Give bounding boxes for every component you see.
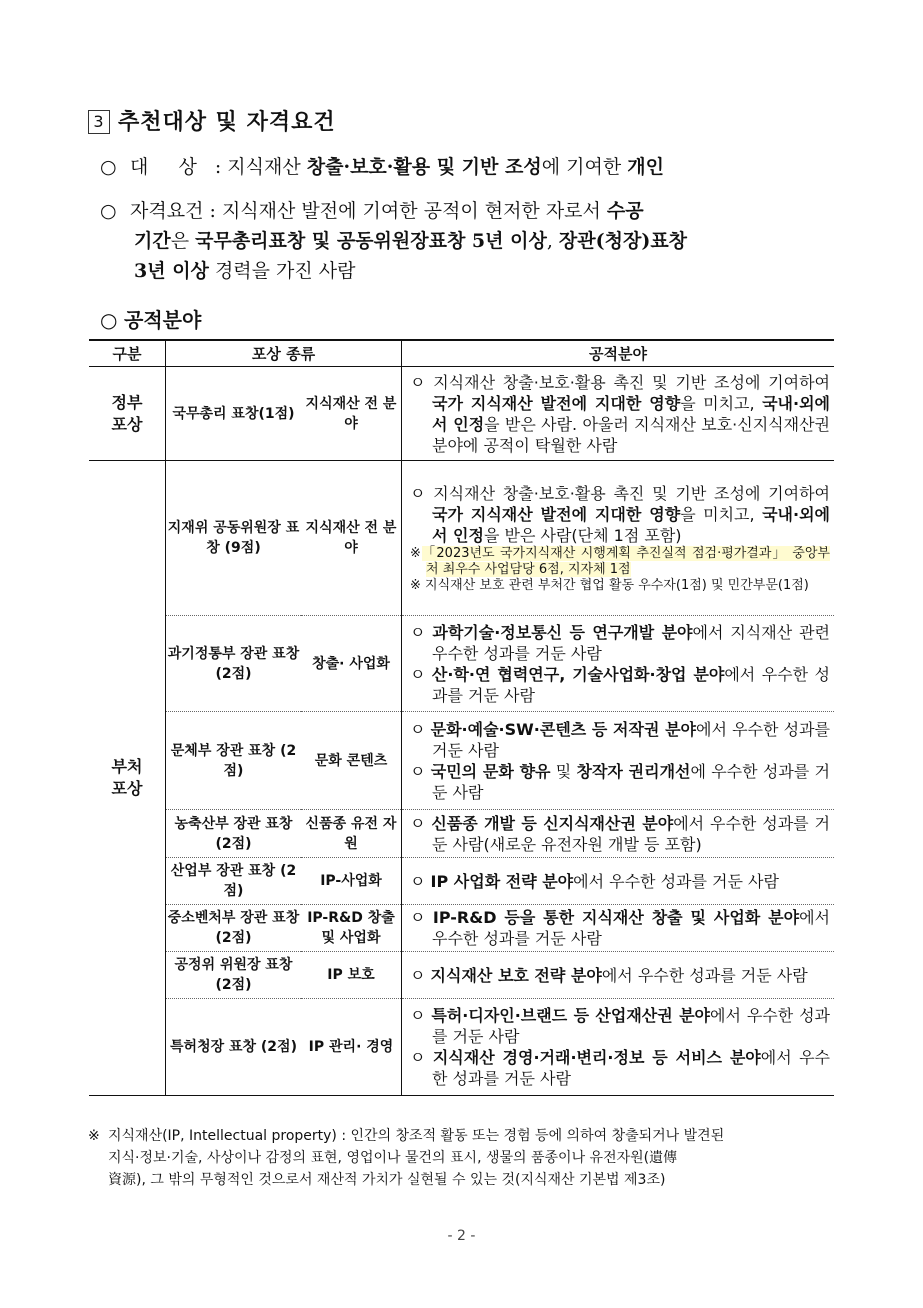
merit-heading: ○ 공적분야 <box>100 308 202 332</box>
awards-table <box>89 339 834 1096</box>
table-row <box>89 999 834 1096</box>
merit-description: ㅇ 과학기술·정보통신 등 연구개발 분야에서 지식재산 관련 우수한 성과를 거둔 사람 ㅇ 산·학·연 협력연구, 기술사업화·창업 분야에서 우수한 성과를 거둔 사람 <box>402 616 835 712</box>
table-row <box>89 952 834 999</box>
section-number-box: 3 <box>88 110 110 134</box>
qualification-label: 자격요건 <box>130 200 204 222</box>
category-gov: 정부 포상 <box>89 367 166 461</box>
table-row <box>89 367 834 461</box>
table-row <box>89 712 834 810</box>
award-field: 지식재산 전 분야 <box>301 367 402 461</box>
merit-description: ㅇ 신품종 개발 등 신지식재산권 분야에서 우수한 성과를 거둔 사람(새로운 유전자원 개발 등 포함) <box>402 810 835 858</box>
merit-description: ㅇ 지식재산 창출·보호·활용 촉진 및 기반 조성에 기여하여 국가 지식재산 발전에 지대한 영향을 미치고, 국내·외에서 인정을 받은 사람(단체 1점 포함) ※「2023년도 국가지식재산 시행계획 추진실적 점검·평가결과」 중앙부처 최우수 사업담당 6점, 지자체 1점 ※ 지식재산 보호 관련 부처간 협업 활동 우수자(1점) 및 민간부문(1점) <box>410 483 830 593</box>
target-label: 대 상 <box>130 156 209 178</box>
header-award-type: 포상 종류 <box>166 340 402 367</box>
award-field: 창출· 사업화 <box>301 616 402 712</box>
award-field: IP 보호 <box>301 952 402 999</box>
award-field: IP-R&D 창출 및 사업화 <box>301 905 402 952</box>
award-name: 산업부 장관 표창 (2점) <box>166 858 302 905</box>
merit-description: ㅇ 지식재산 창출·보호·활용 촉진 및 기반 조성에 기여하여 국가 지식재산 발전에 지대한 영향을 미치고, 국내·외에서 인정을 받은 사람. 아울러 지식재산 보호·신지식재산권 분야에 공적이 탁월한 사람 <box>402 367 835 461</box>
award-name: 특허청장 표창 (2점) <box>166 999 302 1096</box>
award-name: 국무총리 표창(1점) <box>166 367 302 461</box>
award-name: 중소벤처부 장관 표창 (2점) <box>166 905 302 952</box>
award-field: IP 관리· 경영 <box>301 999 402 1096</box>
award-field: 문화 콘텐츠 <box>301 712 402 810</box>
award-name: 지재위 공동위원장 표창 (9점) <box>167 520 300 556</box>
award-field: 신품종 유전 자원 <box>301 810 402 858</box>
award-name: 공정위 위원장 표창 (2점) <box>166 952 302 999</box>
award-field: 지식재산 전 분야 <box>301 461 402 616</box>
header-category: 구분 <box>89 340 166 367</box>
bullet-circle-icon: ○ <box>100 200 117 222</box>
merit-description: ㅇ 지식재산 보호 전략 분야에서 우수한 성과를 거둔 사람 <box>402 952 835 999</box>
qualification-paragraph: ○ 자격요건 : 지식재산 발전에 기여한 공적이 현저한 자로서 수공 기간은 국무총리표창 및 공동위원장표창 5년 이상, 장관(청장)표창 3년 이상 경력을 가진 사람 <box>100 196 840 286</box>
footnote: ※ 지식재산(IP, Intellectual property) : 인간의 창조적 활동 또는 경험 등에 의하여 창출되거나 발견된 지식·정보·기술, 사상이나 감정의 표현, 영업이나 물건의 표시, 생물의 품종이나 유전자원(遺傳 資源), 그 밖의 무형적인 것으로서 재산적 가치가 실현될 수 있는 것(지식재산 기본법 제3조) <box>88 1128 725 1188</box>
category-ministry: 부처 포상 <box>89 461 166 1096</box>
table-row <box>89 461 834 616</box>
award-name: 농축산부 장관 표창 (2점) <box>166 810 302 858</box>
table-row <box>89 905 834 952</box>
merit-description: ㅇ 문화·예술·SW·콘텐츠 등 저작권 분야에서 우수한 성과를 거둔 사람 ㅇ 국민의 문화 향유 및 창작자 권리개선에 우수한 성과를 거둔 사람 <box>402 712 835 810</box>
section-heading <box>88 105 336 136</box>
page-number: - 2 - <box>447 1228 476 1244</box>
table-row <box>89 616 834 712</box>
merit-description: ㅇ 특허·디자인·브랜드 등 산업재산권 분야에서 우수한 성과를 거둔 사람 ㅇ 지식재산 경영·거래·변리·정보 등 서비스 분야에서 우수한 성과를 거둔 사람 <box>402 999 835 1096</box>
table-row <box>89 858 834 905</box>
bullet-circle-icon: ○ <box>100 156 117 178</box>
merit-description: ㅇ IP-R&D 등을 통한 지식재산 창출 및 사업화 분야에서 우수한 성과를 거둔 사람 <box>402 905 835 952</box>
award-name: 문체부 장관 표창 (2점) <box>166 712 302 810</box>
section-title: 추천대상 및 자격요건 <box>118 110 336 135</box>
bullet-circle-icon: ○ <box>100 308 118 332</box>
target-paragraph: ○ 대 상 : 지식재산 창출·보호·활용 및 기반 조성에 기여한 개인 <box>100 152 840 182</box>
header-merit: 공적분야 <box>402 340 835 367</box>
award-name: 과기정통부 장관 표창 (2점) <box>166 616 302 712</box>
table-row <box>89 810 834 858</box>
award-field: IP-사업화 <box>301 858 402 905</box>
merit-description: ㅇ IP 사업화 전략 분야에서 우수한 성과를 거둔 사람 <box>402 858 835 905</box>
